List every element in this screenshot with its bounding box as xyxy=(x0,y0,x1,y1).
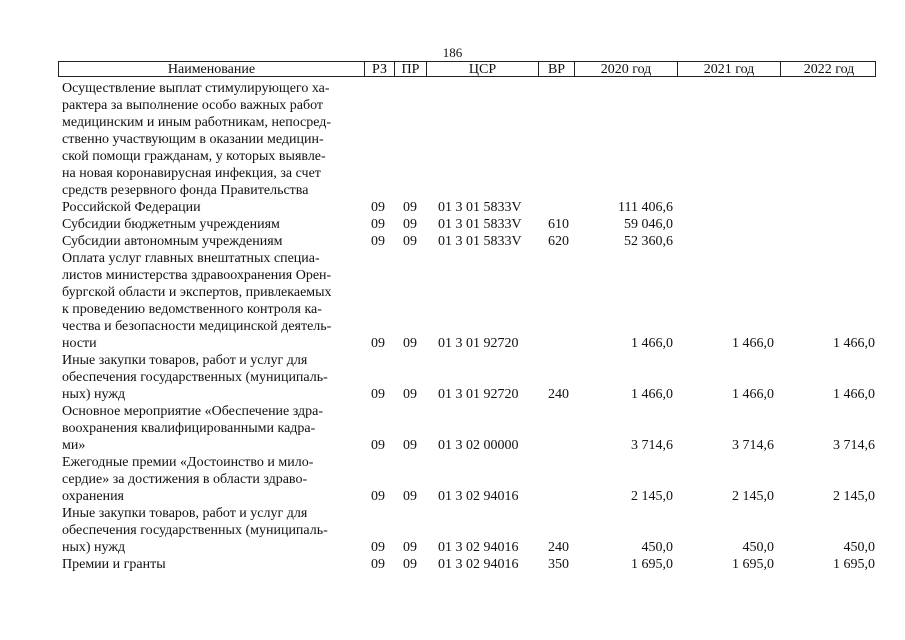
row-2022: 1 695,0 xyxy=(833,557,875,572)
row-rz: 09 xyxy=(371,200,385,215)
table-row xyxy=(0,454,905,505)
row-name: Основное мероприятие «Обеспечение здра- воохранения квалифицированными кадра- ми» xyxy=(62,404,324,453)
row-vr: 350 xyxy=(548,557,569,572)
row-2020: 2 145,0 xyxy=(631,489,673,504)
row-2020: 1 466,0 xyxy=(631,336,673,351)
row-rz: 09 xyxy=(371,217,385,232)
table-row xyxy=(0,352,905,403)
row-vr: 610 xyxy=(548,217,569,232)
row-2021: 1 466,0 xyxy=(732,336,774,351)
row-pr: 09 xyxy=(403,336,417,351)
row-csr: 01 3 02 94016 xyxy=(438,540,519,555)
row-rz: 09 xyxy=(371,234,385,249)
header-2020: 2020 год xyxy=(574,62,677,76)
table-row xyxy=(0,403,905,454)
row-csr: 01 3 01 5833V xyxy=(438,200,522,215)
row-pr: 09 xyxy=(403,557,417,572)
table-row xyxy=(0,505,905,556)
row-2021: 450,0 xyxy=(742,540,774,555)
row-2020: 450,0 xyxy=(641,540,673,555)
table-body xyxy=(0,80,905,573)
row-name: Оплата услуг главных внештатных специа- листов министерства здравоохранения Орен- бургской области и экспертов, привлекаемых к проведению ведомственного контроля ка- чества и безопасности медицинской деятель- ности xyxy=(62,251,332,351)
table-row xyxy=(0,216,905,233)
row-rz: 09 xyxy=(371,336,385,351)
row-2021: 3 714,6 xyxy=(732,438,774,453)
row-pr: 09 xyxy=(403,387,417,402)
page-number: 186 xyxy=(442,45,463,60)
row-csr: 01 3 02 00000 xyxy=(438,438,519,453)
header-2022: 2022 год xyxy=(780,62,877,76)
row-csr: 01 3 01 5833V xyxy=(438,234,522,249)
row-csr: 01 3 02 94016 xyxy=(438,489,519,504)
row-rz: 09 xyxy=(371,557,385,572)
row-2022: 1 466,0 xyxy=(833,336,875,351)
table-row xyxy=(0,556,905,573)
row-rz: 09 xyxy=(371,438,385,453)
row-name: Осуществление выплат стимулирующего ха- рактера за выполнение особо важных работ медицинским и иным работникам, непосред- ственно участвующим в оказании медицин- ской помощи гражданам, у которых выявле- на новая коронавирусная инфекция, за счет средств резервного фонда Правительства Российской Федерации xyxy=(62,81,332,215)
row-2020: 52 360,6 xyxy=(624,234,673,249)
row-csr: 01 3 01 92720 xyxy=(438,336,519,351)
row-2020: 111 406,6 xyxy=(618,200,673,215)
row-2021: 1 695,0 xyxy=(732,557,774,572)
row-vr: 240 xyxy=(548,387,569,402)
header-csr: ЦСР xyxy=(426,62,538,76)
table-row xyxy=(0,233,905,250)
row-2020: 59 046,0 xyxy=(624,217,673,232)
row-2021: 1 466,0 xyxy=(732,387,774,402)
row-vr: 620 xyxy=(548,234,569,249)
row-name: Иные закупки товаров, работ и услуг для обеспечения государственных (муниципаль- ных) нужд xyxy=(62,506,328,555)
header-2021: 2021 год xyxy=(677,62,780,76)
row-2020: 3 714,6 xyxy=(631,438,673,453)
row-pr: 09 xyxy=(403,540,417,555)
table-row xyxy=(0,250,905,352)
row-pr: 09 xyxy=(403,200,417,215)
row-pr: 09 xyxy=(403,217,417,232)
row-name: Иные закупки товаров, работ и услуг для обеспечения государственных (муниципаль- ных) нужд xyxy=(62,353,328,402)
row-name: Субсидии бюджетным учреждениям xyxy=(62,217,280,232)
row-2022: 3 714,6 xyxy=(833,438,875,453)
row-2021: 2 145,0 xyxy=(732,489,774,504)
row-csr: 01 3 01 5833V xyxy=(438,217,522,232)
row-pr: 09 xyxy=(403,489,417,504)
row-pr: 09 xyxy=(403,234,417,249)
row-vr: 240 xyxy=(548,540,569,555)
row-name: Ежегодные премии «Достоинство и мило- сердие» за достижения в области здраво- охранения xyxy=(62,455,314,504)
row-rz: 09 xyxy=(371,387,385,402)
row-2022: 1 466,0 xyxy=(833,387,875,402)
table-row xyxy=(0,80,905,216)
row-csr: 01 3 01 92720 xyxy=(438,387,519,402)
header-name: Наименование xyxy=(167,62,256,77)
row-2022: 450,0 xyxy=(843,540,875,555)
row-name: Премии и гранты xyxy=(62,557,166,572)
row-2022: 2 145,0 xyxy=(833,489,875,504)
header-pr: ПР xyxy=(394,62,426,76)
row-rz: 09 xyxy=(371,489,385,504)
row-2020: 1 466,0 xyxy=(631,387,673,402)
header-rz: РЗ xyxy=(364,62,394,76)
header-vr: ВР xyxy=(538,62,574,76)
table-header xyxy=(58,61,876,77)
row-pr: 09 xyxy=(403,438,417,453)
row-2020: 1 695,0 xyxy=(631,557,673,572)
row-name: Субсидии автономным учреждениям xyxy=(62,234,283,249)
row-csr: 01 3 02 94016 xyxy=(438,557,519,572)
row-rz: 09 xyxy=(371,540,385,555)
